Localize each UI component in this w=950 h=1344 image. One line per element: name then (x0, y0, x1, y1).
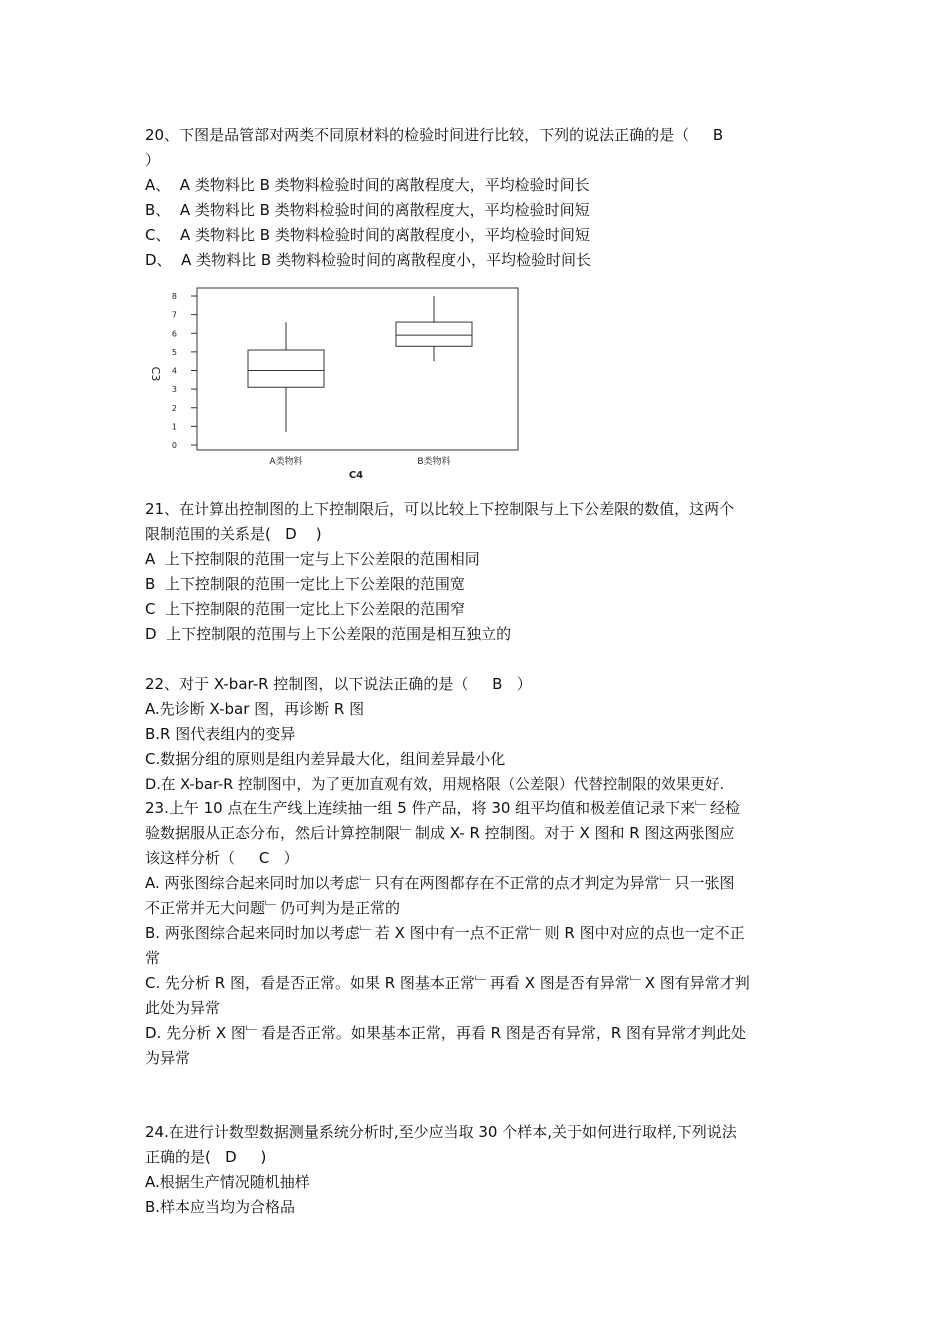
question-20 (145, 123, 810, 273)
option-c-continued: 此处为异常 (145, 999, 221, 1017)
option-a-continued: 不正常并无大问题﹂仍可判为是正常的 (145, 899, 401, 917)
y-axis-label: C3 (149, 366, 162, 382)
option-a: A. 两张图综合起来同时加以考虑﹂只有在两图都存在不正常的点才判定为异常﹂只一张图 (145, 874, 735, 892)
option-c: C.数据分组的原则是组内差异最大化，组间差异最小化 (145, 750, 506, 768)
option-a: A.先诊断 X-bar 图，再诊断 R 图 (145, 700, 365, 718)
question-21 (145, 497, 810, 647)
option-d: D.在 X-bar-R 控制图中，为了更加直观有效，用规格限（公差限）代替控制限的效果更好. (145, 776, 725, 793)
option-c: C、 A 类物料比 B 类物料检验时间的离散程度小，平均检验时间短 (145, 226, 590, 244)
box-iqr (396, 322, 472, 346)
y-tick-label: 8 (171, 292, 177, 301)
option-b: B 上下控制限的范围一定比上下公差限的范围宽 (145, 575, 465, 593)
question-stem-line: 正确的是( D ) (145, 1148, 267, 1166)
y-tick-label: 5 (171, 347, 177, 357)
option-b: B. 两张图综合起来同时加以考虑﹂若 X 图中有一点不正常﹂则 R 图中对应的点也一定不正 (145, 924, 745, 942)
question-stem-line: 22、对于 X-bar-R 控制图，以下说法正确的是（ B ） (145, 675, 532, 693)
option-c: C. 先分析 R 图，看是否正常。如果 R 图基本正常﹂再看 X 图是否有异常﹂X 图有异常才判 (145, 974, 750, 992)
box-a (248, 322, 324, 432)
box-b (396, 296, 472, 361)
y-tick-label: 3 (171, 385, 177, 395)
question-stem-line: 验数据服从正态分布，然后计算控制限﹂制成 X- R 控制图。对于 X 图和 R 图这两张图应 (145, 824, 735, 842)
option-d: D、 A 类物料比 B 类物料检验时间的离散程度小，平均检验时间长 (145, 251, 591, 269)
boxplot-chart (140, 282, 530, 482)
option-d: D. 先分析 X 图﹂看是否正常。如果基本正常，再看 R 图是否有异常，R 图有异常才判此处 (145, 1024, 747, 1042)
x-tick-label: B类物料 (417, 457, 451, 467)
box-iqr (248, 350, 324, 387)
question-stem-line: 限制范围的关系是( D ) (145, 525, 322, 543)
x-axis-label: C4 (348, 470, 364, 481)
option-d: D 上下控制限的范围与上下公差限的范围是相互独立的 (145, 625, 512, 643)
x-tick-label: A类物料 (269, 457, 303, 467)
option-b: B、 A 类物料比 B 类物料检验时间的离散程度大，平均检验时间短 (145, 201, 590, 219)
y-tick-label: 4 (171, 366, 177, 376)
question-23 (145, 796, 810, 1071)
question-22 (145, 672, 810, 797)
y-tick-label: 7 (171, 310, 177, 320)
option-c: C 上下控制限的范围一定比上下公差限的范围窄 (145, 600, 466, 618)
y-tick-label: 6 (171, 329, 177, 339)
question-stem-line: ） (145, 151, 161, 169)
box-series (248, 296, 472, 432)
option-a: A.根据生产情况随机抽样 (145, 1173, 310, 1191)
question-stem-line: 24.在进行计数型数据测量系统分析时,至少应当取 30 个样本,关于如何进行取样,下列说法 (145, 1123, 737, 1141)
y-axis (172, 292, 197, 450)
option-a: A 上下控制限的范围一定与上下公差限的范围相同 (145, 550, 480, 568)
question-stem-line: 该这样分析（ C ） (145, 849, 299, 867)
question-stem-line: 23.上午 10 点在生产线上连续抽一组 5 件产品，将 30 组平均值和极差值记录下来﹂经检 (145, 799, 741, 817)
question-stem-line: 20、下图是品管部对两类不同原材料的检验时间进行比较，下列的说法正确的是（ B (145, 126, 724, 144)
question-24 (145, 1120, 810, 1220)
y-tick-label: 1 (171, 422, 177, 432)
question-stem-line: 21、在计算出控制图的上下控制限后，可以比较上下控制限与上下公差限的数值，这两个 (145, 500, 735, 518)
option-b: B.R 图代表组内的变异 (145, 725, 296, 743)
option-b-continued: 常 (145, 949, 161, 967)
option-a: A、 A 类物料比 B 类物料检验时间的离散程度大，平均检验时间长 (145, 176, 590, 194)
y-tick-label: 0 (171, 441, 177, 450)
option-b: B.样本应当均为合格品 (145, 1198, 296, 1216)
y-tick-label: 2 (171, 403, 177, 413)
option-d-continued: 为异常 (145, 1049, 191, 1067)
plot-frame (197, 288, 518, 450)
